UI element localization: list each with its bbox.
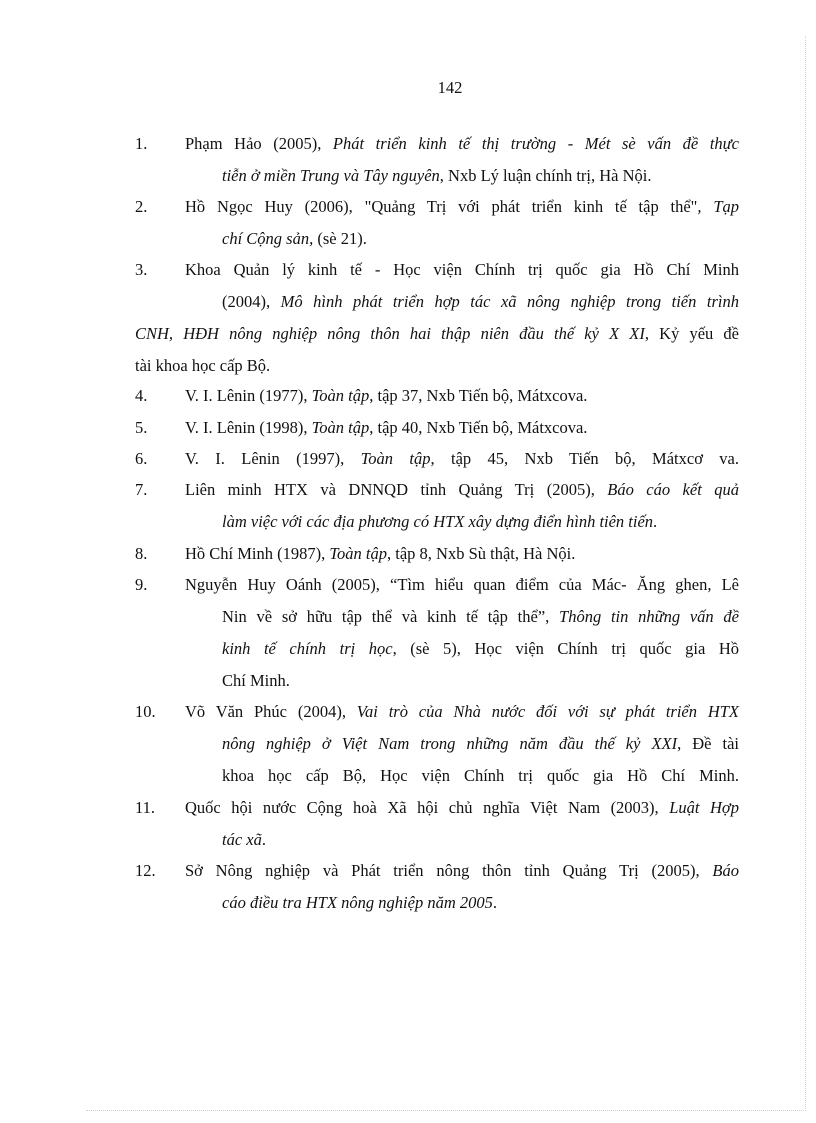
reference-title-text: Báo: [712, 861, 739, 880]
reference-line: [135, 601, 739, 633]
reference-title-text: chí Cộng sản,: [222, 229, 314, 248]
reference-item: [135, 569, 739, 697]
reference-text: V. I. Lênin (1997),: [185, 449, 361, 468]
reference-line: [135, 223, 739, 255]
reference-line: [135, 824, 739, 856]
reference-item: [135, 380, 739, 412]
reference-text: Quốc hội nước Cộng hoà Xã hội chủ nghĩa Việt Nam (2003),: [185, 798, 670, 817]
reference-title-text: , Tạp: [697, 197, 739, 216]
reference-text: , (sè 5), Học viện Chính trị quốc gia Hồ: [392, 639, 740, 658]
reference-line: [135, 506, 739, 538]
reference-text: .: [492, 893, 497, 912]
reference-text: (sè 21).: [313, 229, 367, 248]
reference-number: 4.: [135, 386, 148, 405]
reference-line: [135, 191, 739, 223]
reference-item: [135, 792, 739, 856]
reference-text: (2004),: [222, 292, 281, 311]
reference-line: [135, 160, 739, 192]
reference-line: [135, 569, 739, 601]
reference-line: [135, 538, 739, 570]
reference-line: [135, 318, 739, 350]
reference-line: [135, 443, 739, 475]
reference-text: V. I. Lênin (1977),: [185, 386, 312, 405]
reference-item: [135, 128, 739, 192]
reference-text: V. I. Lênin (1998),: [185, 418, 312, 437]
reference-text: tài khoa học cấp Bộ.: [135, 356, 271, 375]
reference-item: [135, 538, 739, 570]
reference-line: [135, 128, 739, 160]
reference-line: [135, 350, 739, 382]
reference-title-text: Vai trò của Nhà nước đối với sự phát triển HTX: [356, 702, 739, 721]
reference-text: .: [261, 830, 266, 849]
reference-text: Hồ Ngọc Huy (2006), "Quảng Trị với phát triển kinh tế tập thể": [185, 197, 698, 216]
reference-text: , tập 45, Nxb Tiến bộ, Mátxcơ va.: [430, 449, 739, 468]
reference-line: [135, 254, 739, 286]
reference-title-text: Phát triển kinh tế thị trường - Mét sè vấn đề thực: [332, 134, 739, 153]
reference-title-text: Toàn tập: [329, 544, 387, 563]
reference-title-text: Toàn tập: [360, 449, 431, 468]
reference-line: [135, 633, 739, 665]
reference-item: [135, 254, 739, 382]
reference-number: 7.: [135, 480, 148, 499]
reference-line: [135, 412, 739, 444]
reference-text: , Đề tài: [677, 734, 740, 753]
reference-text: , tập 37, Nxb Tiến bộ, Mátxcova.: [369, 386, 588, 405]
reference-number: 1.: [135, 134, 148, 153]
reference-line: [135, 887, 739, 919]
reference-title-text: nông nghiệp ở Việt Nam trong những năm đầu thế kỷ XXI: [222, 734, 678, 753]
reference-line: [135, 855, 739, 887]
reference-title-text: Toàn tập: [311, 418, 370, 437]
reference-text: Khoa Quản lý kinh tế - Học viện Chính trị quốc gia Hồ Chí Minh: [185, 260, 739, 279]
reference-text: Võ Văn Phúc (2004),: [185, 702, 357, 721]
reference-text: Chí Minh.: [222, 671, 290, 690]
reference-text: , Kỷ yếu đề: [644, 324, 739, 343]
reference-text: Liên minh HTX và DNNQD tỉnh Quảng Trị (2005),: [185, 480, 608, 499]
reference-number: 2.: [135, 197, 148, 216]
reference-text: Phạm Hảo (2005),: [185, 134, 333, 153]
reference-title-text: làm việc với các địa phương có HTX xây dựng điển hình tiên tiến: [222, 512, 654, 531]
page-number: 142: [437, 78, 463, 97]
reference-line: [135, 380, 739, 412]
reference-text: , tập 40, Nxb Tiến bộ, Mátxcova.: [369, 418, 588, 437]
reference-line: [135, 665, 739, 697]
reference-title-text: Báo cáo kết quả: [607, 480, 739, 499]
reference-item: [135, 855, 739, 919]
reference-text: Nguyễn Huy Oánh (2005), “Tìm hiểu quan điểm của Mác- Ăng ghen, Lê: [185, 575, 739, 594]
reference-text: .: [653, 512, 658, 531]
reference-text: Sở Nông nghiệp và Phát triển nông thôn tỉnh Quảng Trị (2005),: [185, 861, 713, 880]
reference-number: 5.: [135, 418, 148, 437]
reference-title-text: Toàn tập: [311, 386, 370, 405]
reference-title-text: Thông tin những vấn đề: [559, 607, 739, 626]
reference-number: 6.: [135, 449, 148, 468]
reference-item: [135, 443, 739, 475]
reference-number: 11.: [135, 798, 156, 817]
reference-item: [135, 412, 739, 444]
reference-title-text: tiễn ở miền Trung và Tây nguyên: [222, 166, 440, 185]
reference-line: [135, 474, 739, 506]
reference-text: , Nxb Lý luận chính trị, Hà Nội.: [439, 166, 652, 185]
reference-title-text: Luật Hợp: [669, 798, 739, 817]
reference-text: Hồ Chí Minh (1987),: [185, 544, 330, 563]
reference-line: [135, 286, 739, 318]
reference-item: [135, 191, 739, 255]
reference-number: 12.: [135, 861, 156, 880]
reference-item: [135, 474, 739, 538]
reference-number: 8.: [135, 544, 148, 563]
reference-line: [135, 728, 739, 760]
reference-text: Nin về sở hữu tập thể và kinh tế tập thể”,: [222, 607, 560, 626]
reference-number: 9.: [135, 575, 148, 594]
reference-title-text: CNH, HĐH nông nghiệp nông thôn hai thập niên đầu thế kỷ X XI: [135, 324, 645, 343]
reference-number: 3.: [135, 260, 148, 279]
reference-number: 10.: [135, 702, 156, 721]
reference-text: , tập 8, Nxb Sù thật, Hà Nội.: [387, 544, 576, 563]
reference-title-text: tác xã: [222, 830, 262, 849]
reference-title-text: cáo điều tra HTX nông nghiệp năm 2005: [222, 893, 493, 912]
reference-line: [135, 760, 739, 792]
reference-title-text: Mô hình phát triển hợp tác xã nông nghiệp trong tiến trình: [280, 292, 739, 311]
reference-item: [135, 696, 739, 792]
reference-line: [135, 696, 739, 728]
reference-title-text: kinh tế chính trị học: [222, 639, 393, 658]
reference-text: khoa học cấp Bộ, Học viện Chính trị quốc gia Hồ Chí Minh.: [222, 766, 739, 785]
reference-line: [135, 792, 739, 824]
